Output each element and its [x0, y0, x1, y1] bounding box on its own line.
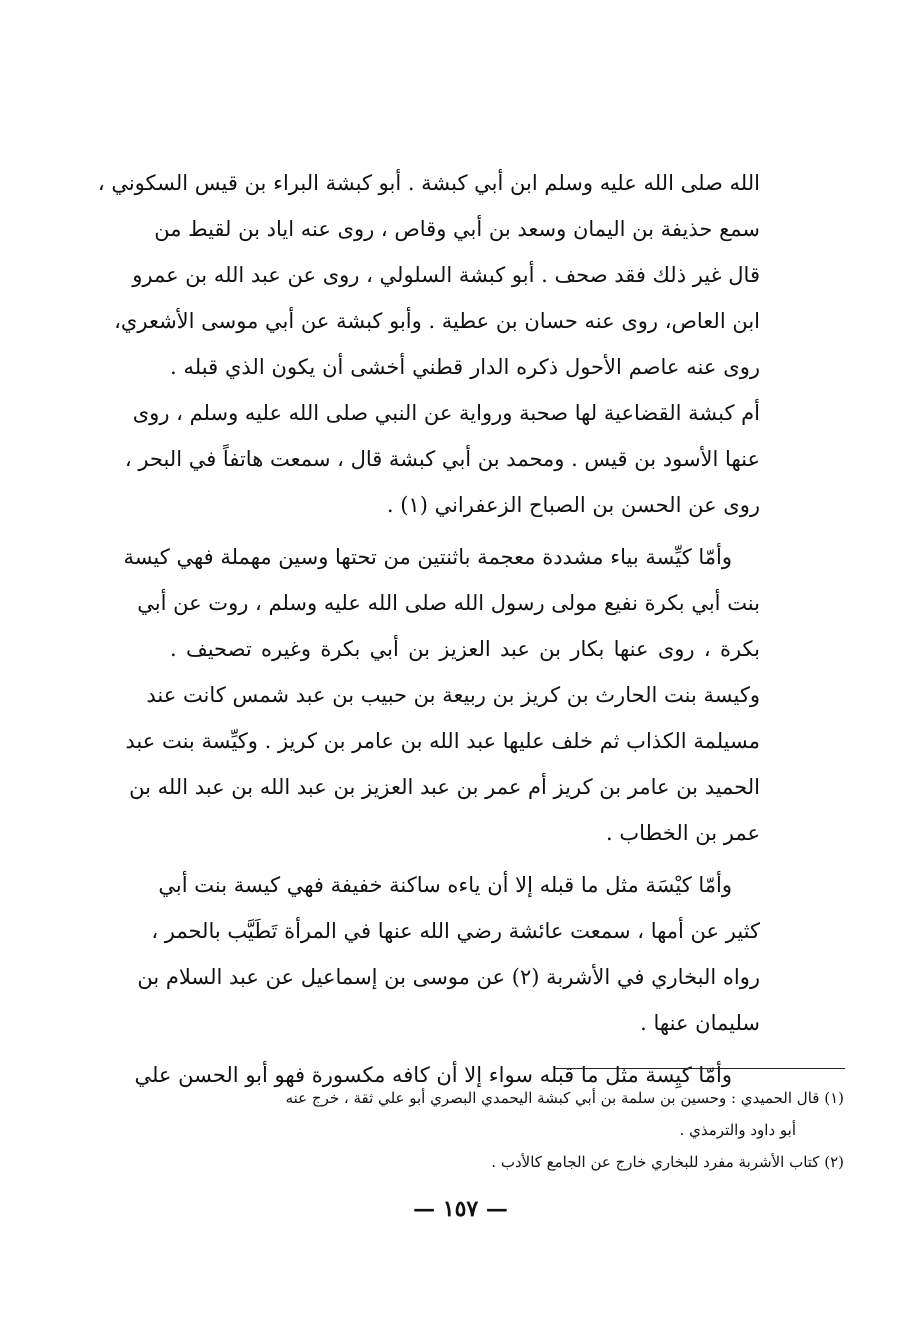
footnotes	[160, 1082, 844, 1178]
text-line: كثير عن أمها ، سمعت عائشة رضي الله عنها في المرأة تَطَيَّب بالحمر ،	[151, 919, 760, 943]
text-line: وأمّا كيْسَة مثل ما قبله إلا أن ياءه ساكنة خفيفة فهي كيسة بنت أبي	[158, 873, 732, 897]
text-line: رواه البخاري في الأشربة (٢) عن موسى بن إسماعيل عن عبد السلام بن	[137, 965, 760, 989]
text-line: وأمّا كيِسة مثل ما قبله سواء إلا أن كافه مكسورة فهو أبو الحسن علي	[134, 1063, 732, 1087]
text-line: عمر بن الخطاب .	[606, 821, 760, 845]
footnote-2: (٢) كتاب الأشربة مفرد للبخاري خارج عن الجامع كالأدب .	[491, 1153, 844, 1171]
paragraph-2	[123, 534, 760, 856]
text-line: ابن العاص، روى عنه حسان بن عطية . وأبو كبشة عن أبي موسى الأشعري،	[114, 309, 760, 333]
footnote-1: (١) قال الحميدي : وحسين بن سلمة بن أبي كبشة اليحمدي البصري أبو علي ثقة ، خرج عنه	[285, 1089, 844, 1107]
text-line: روى عن الحسن بن الصباح الزعفراني (١) .	[386, 493, 760, 517]
main-text	[97, 160, 760, 1104]
text-line: بنت أبي بكرة نفيع مولى رسول الله صلى الله عليه وسلم ، روت عن أبي	[137, 591, 760, 615]
text-line: روى عنه عاصم الأحول ذكره الدار قطني أخشى أن يكون الذي قبله .	[170, 355, 760, 379]
text-line: الله صلى الله عليه وسلم ابن أبي كبشة . أبو كبشة البراء بن قيس السكوني ،	[97, 171, 760, 195]
page-number: — ١٥٧ —	[413, 1196, 508, 1222]
paragraph-1	[97, 160, 760, 528]
text-line: وكيسة بنت الحارث بن كريز بن ربيعة بن حبيب بن عبد شمس كانت عند	[146, 683, 760, 707]
text-line: قال غير ذلك فقد صحف . أبو كبشة السلولي ، روى عن عبد الله بن عمرو	[132, 263, 760, 287]
paragraph-3	[137, 862, 760, 1046]
text-line: أم كبشة القضاعية لها صحبة ورواية عن النبي صلى الله عليه وسلم ، روى	[132, 401, 760, 425]
text-line: مسيلمة الكذاب ثم خلف عليها عبد الله بن عامر بن كريز . وكيِّسة بنت عبد	[125, 729, 760, 753]
text-line: وأمّا كيِّسة بياء مشددة معجمة باثنتين من تحتها وسين مهملة فهي كيسة	[123, 545, 732, 569]
text-line: بكرة ، روى عنها بكار بن عبد العزيز بن أبي بكرة وغيره تصحيف .	[170, 637, 760, 661]
text-line: عنها الأسود بن قيس . ومحمد بن أبي كبشة قال ، سمعت هاتفاً في البحر ،	[124, 447, 760, 471]
footnote-1-continuation: أبو داود والترمذي .	[679, 1121, 796, 1139]
footnote-divider	[555, 1068, 845, 1069]
text-line: سمع حذيفة بن اليمان وسعد بن أبي وقاص ، روى عنه اياد بن لقيط من	[154, 217, 760, 241]
text-line: سليمان عنها .	[640, 1011, 760, 1035]
text-line: الحميد بن عامر بن كريز أم عمر بن عبد العزيز بن عبد الله بن عبد الله بن	[129, 775, 760, 799]
